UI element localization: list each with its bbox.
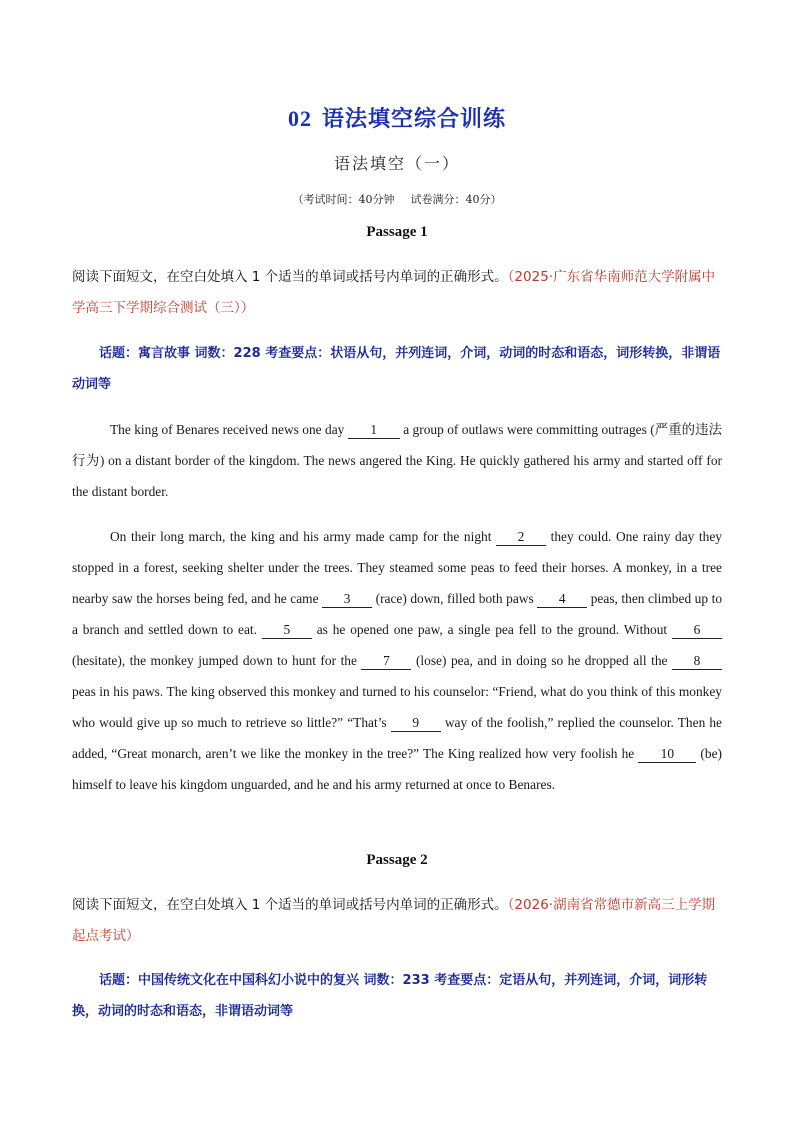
topic-text: 话题：寓言故事 词数：228 考查要点：状语从句，并列连词，介词，动词的时态和语态，词形转换，非谓语动词等 xyxy=(72,346,721,392)
blank-2: 2 xyxy=(496,529,546,546)
text-run: as he opened one paw, a single pea fell to the ground. Without xyxy=(311,622,672,637)
source-note: （2025·广东省华南师范大学附属中学高三下学期综合测试（三）） xyxy=(72,269,716,316)
instruction-text: 阅读下面短文，在空白处填入 1 个适当的单词或括号内单词的正确形式。 xyxy=(72,269,508,285)
text-run: (lose) pea, and in doing so he dropped all the xyxy=(411,653,672,668)
blank-8: 8 xyxy=(672,653,722,670)
passage-2-topic xyxy=(72,965,727,1027)
blank-4: 4 xyxy=(537,591,587,608)
topic-text: 话题：中国传统文化在中国科幻小说中的复兴 词数：233 考查要点：定语从句，并列连词，介词，词形转换，动词的时态和语态，非谓语动词等 xyxy=(72,973,708,1019)
text-run: (race) down, filled both paws xyxy=(372,591,538,606)
text-run: (hesitate), the monkey jumped down to hunt for the xyxy=(72,653,362,668)
instruction-text: 阅读下面短文，在空白处填入 1 个适当的单词或括号内单词的正确形式。 xyxy=(72,897,508,913)
blank-5: 5 xyxy=(262,622,312,639)
text-run: way of the foolish,” replied the counselor. Then he added, “Great monarch, aren’t we like the monkey in the tree?” The King realized how very foolish he xyxy=(72,715,723,761)
text-run: peas in his paws. The king observed this monkey and turned to his counselor: “Friend, what do you think of this monkey who would give up so much to retrieve so little?” “That’s xyxy=(72,684,722,730)
passage-1-instruction xyxy=(72,262,722,324)
text-run: they could. One rainy day they stopped in a forest, seeking shelter under the trees. They steamed some peas to feed their horses. A monkey, in a tree nearby saw the horses being fed, and he came xyxy=(72,529,722,606)
passage-2-title: Passage 2 xyxy=(366,852,428,868)
passage-1-topic xyxy=(72,338,727,400)
blank-6: 6 xyxy=(672,622,722,639)
document-subtitle: 语法填空（一） xyxy=(333,154,460,173)
blank-9: 9 xyxy=(391,715,441,732)
exam-time: （考试时间：40分钟 xyxy=(292,193,395,206)
title-text: 语法填空综合训练 xyxy=(321,107,506,132)
text-run: (be) himself to leave his kingdom unguarded, and he and his army returned at once to Benares. xyxy=(72,746,722,792)
exam-meta xyxy=(0,191,794,207)
blank-7: 7 xyxy=(361,653,411,670)
text-run: The king of Benares received news one day xyxy=(110,422,348,437)
text-run: peas, then climbed up to a branch and settled down to eat. xyxy=(72,591,723,637)
source-note: （2026·湖南省常德市新高三上学期起点考试） xyxy=(72,897,716,944)
paragraph xyxy=(72,414,722,507)
passage-2-instruction xyxy=(72,890,722,952)
passage-1-body xyxy=(72,414,722,800)
text-run: a group of outlaws were committing outrages (严重的违法行为) on a distant border of the kingdom. The news angered the King. He quickly gathered his army and started off for the distant border. xyxy=(72,422,722,499)
text-run: On their long march, the king and his army made camp for the night xyxy=(110,529,497,544)
blank-10: 10 xyxy=(638,746,696,763)
title-number: 02 xyxy=(287,106,312,131)
full-score: 试卷满分：40分） xyxy=(410,193,502,206)
document-title xyxy=(0,102,794,133)
paragraph xyxy=(72,521,722,800)
blank-3: 3 xyxy=(322,591,372,608)
blank-1: 1 xyxy=(348,422,400,439)
passage-1-title: Passage 1 xyxy=(366,224,428,240)
